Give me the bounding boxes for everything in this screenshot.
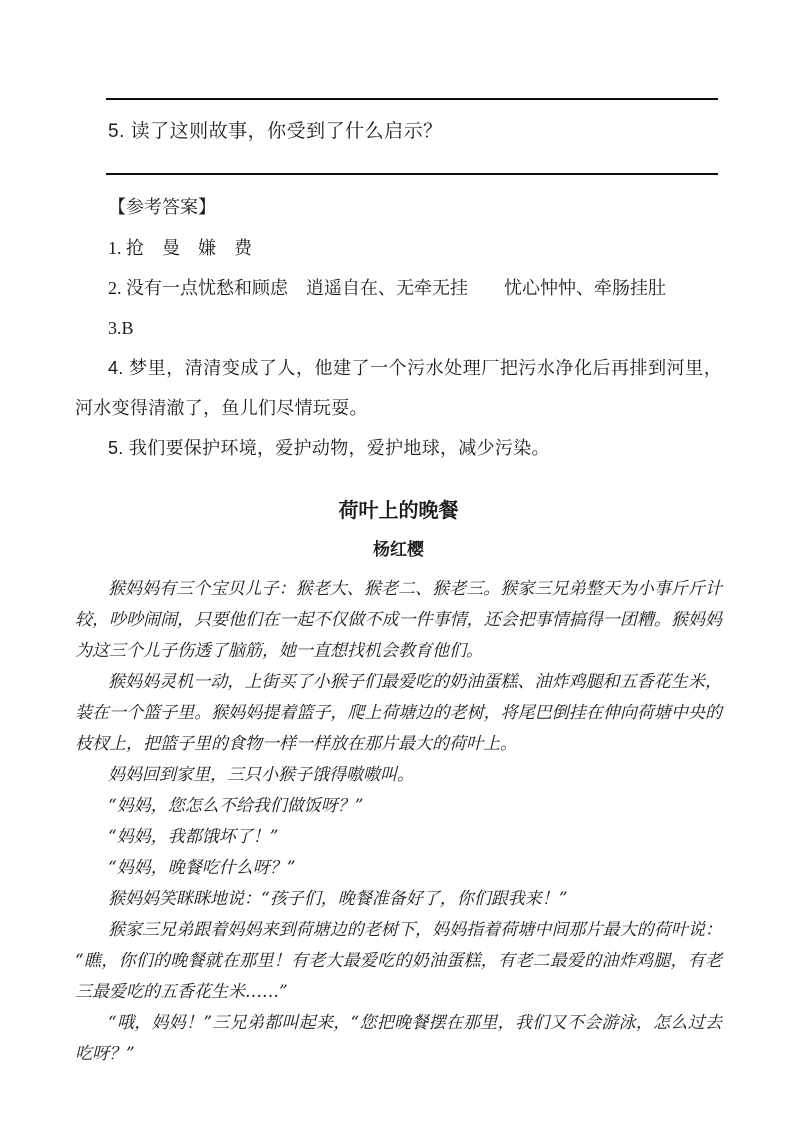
story-paragraph-9: “哦，妈妈！”三兄弟都叫起来，“您把晚餐摆在那里，我们又不会游泳，怎么过去吃呀？” bbox=[75, 1013, 722, 1064]
answer-item-3: 3.B bbox=[108, 318, 134, 338]
story-author: 杨红樱 bbox=[373, 540, 424, 559]
story-paragraph-7: 猴妈妈笑眯眯地说：“孩子们，晚餐准备好了，你们跟我来！” bbox=[108, 889, 568, 909]
story-title: 荷叶上的晚餐 bbox=[338, 500, 459, 522]
answer-key-heading: 【参考答案】 bbox=[108, 197, 216, 217]
answer-item-4: 4. 梦里，清清变成了人，他建了一个污水处理厂把污水净化后再排到河里，河水变得清澈了，鱼儿们尽情玩耍。 bbox=[75, 358, 722, 418]
top-margin-space bbox=[75, 0, 722, 98]
story-body bbox=[75, 574, 722, 1070]
story-paragraph-5: “妈妈，我都饿坏了！” bbox=[108, 827, 279, 847]
story-paragraph-3: 妈妈回到家里，三只小猴子饿得嗷嗷叫。 bbox=[108, 765, 414, 785]
answer-key-section bbox=[75, 194, 722, 468]
story-paragraph-6: “妈妈，晚餐吃什么呀？” bbox=[108, 858, 296, 878]
story-paragraph-2: 猴妈妈灵机一动，上街买了小猴子们最爱吃的奶油蛋糕、油炸鸡腿和五香花生米，装在一个篮子里。猴妈妈提着篮子，爬上荷塘边的老树，将尾巴倒挂在伸向荷塘中央的枝杈上，把篮子里的食物一样一样放在那片最大的荷叶上。 bbox=[75, 672, 722, 754]
divider-line-bottom bbox=[106, 173, 718, 175]
story-paragraph-4: “妈妈，您怎么不给我们做饭呀？” bbox=[108, 796, 364, 816]
question-5-text: 5. 读了这则故事，你受到了什么启示？ bbox=[108, 121, 443, 142]
answer-item-2: 2. 没有一点忧愁和顾虑 逍遥自在、无牵无挂 忧心忡忡、牵肠挂肚 bbox=[108, 278, 666, 298]
answer-item-1: 1. 抢 曼 嫌 费 bbox=[108, 238, 252, 258]
reading-passage-section bbox=[75, 498, 722, 1070]
story-paragraph-8: 猴家三兄弟跟着妈妈来到荷塘边的老树下，妈妈指着荷塘中间那片最大的荷叶说：“瞧，你们的晚餐就在那里！有老大最爱吃的奶油蛋糕，有老二最爱的油炸鸡腿，有老三最爱吃的五香花生米……” bbox=[75, 920, 722, 1002]
answer-item-5: 5. 我们要保护环境，爱护动物，爱护地球，减少污染。 bbox=[108, 438, 550, 458]
story-paragraph-1: 猴妈妈有三个宝贝儿子：猴老大、猴老二、猴老三。猴家三兄弟整天为小事斤斤计较，吵吵闹闹，只要他们在一起不仅做不成一件事情，还会把事情搞得一团糟。猴妈妈为这三个儿子伤透了脑筋，她一直想找机会教育他们。 bbox=[75, 579, 722, 661]
